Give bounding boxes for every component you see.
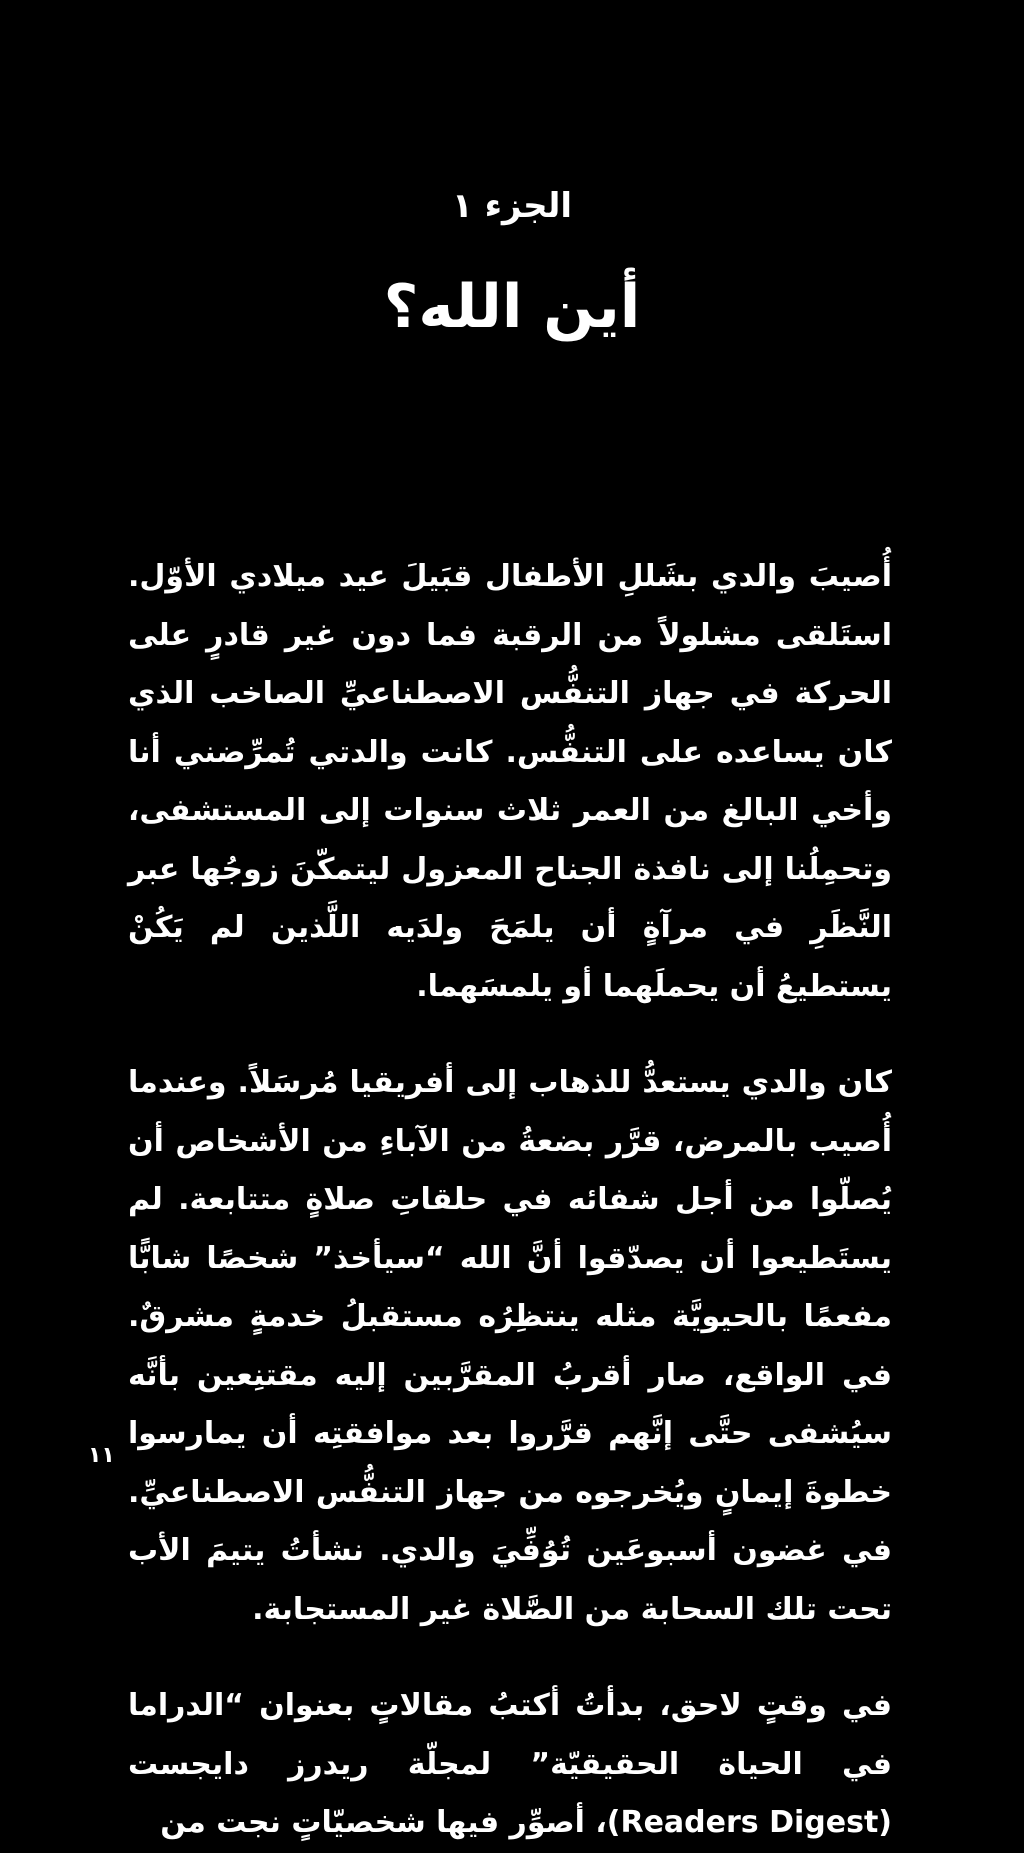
part-label: الجزء ١ (451, 186, 573, 226)
body-text (128, 548, 892, 1853)
chapter-title: أين الله؟ (383, 272, 641, 342)
paragraph-3: في وقتٍ لاحق، بدأتُ أكتبُ مقالاتٍ بعنوان “الدراما في الحياة الحقيقيّة” لمجلّة ريدرز دايجست (Readers Digest)، أصوِّر فيها شخصيّاتٍ نجت من (128, 1688, 892, 1840)
paragraph-2: كان والدي يستعدُّ للذهاب إلى أفريقيا مُرسَلاً. وعندما أُصيب بالمرض، قرَّر بضعةُ من الآباءِ من الأشخاص أن يُصلّوا من أجل شفائه في حلقاتِ صلاةٍ متتابعة. لم يستَطيعوا أن يصدّقوا أنَّ الله “سيأخذ” شخصًا شابًّا مفعمًا بالحيويَّة مثله ينتظِرُه مستقبلُ خدمةٍ مشرقٌ. في الواقع، صار أقربُ المقرَّبين إليه مقتنِعين بأنَّه سيُشفى حتَّى إنَّهم قرَّروا بعد موافقتِه أن يمارسوا خطوةَ إيمانٍ ويُخرجوه من جهاز التنفُّس الاصطناعيِّ. في غضون أسبوعَين تُوُفِّيَ والدي. نشأتُ يتيمَ الأب تحت تلك السحابة من الصَّلاة غير المستجابة. (128, 1065, 892, 1627)
paragraph-1: أُصيبَ والدي بشَللِ الأطفال قبَيلَ عيد ميلادي الأوّل. استَلقى مشلولاً من الرقبة فما دون غير قادرٍ على الحركة في جهاز التنفُّس الاصطناعيِّ الصاخب الذي كان يساعده على التنفُّس. كانت والدتي تُمرِّضني أنا وأخي البالغ من العمر ثلاث سنوات إلى المستشفى، وتحمِلُنا إلى نافذة الجناح المعزول ليتمكّنَ زوجُها عبر النَّظَرِ في مرآةٍ أن يلمَحَ ولدَيه اللَّذين لم يَكُنْ يستطيعُ أن يحملَهما أو يلمسَهما. (128, 559, 892, 1004)
page-number: ١١ (88, 1443, 115, 1468)
